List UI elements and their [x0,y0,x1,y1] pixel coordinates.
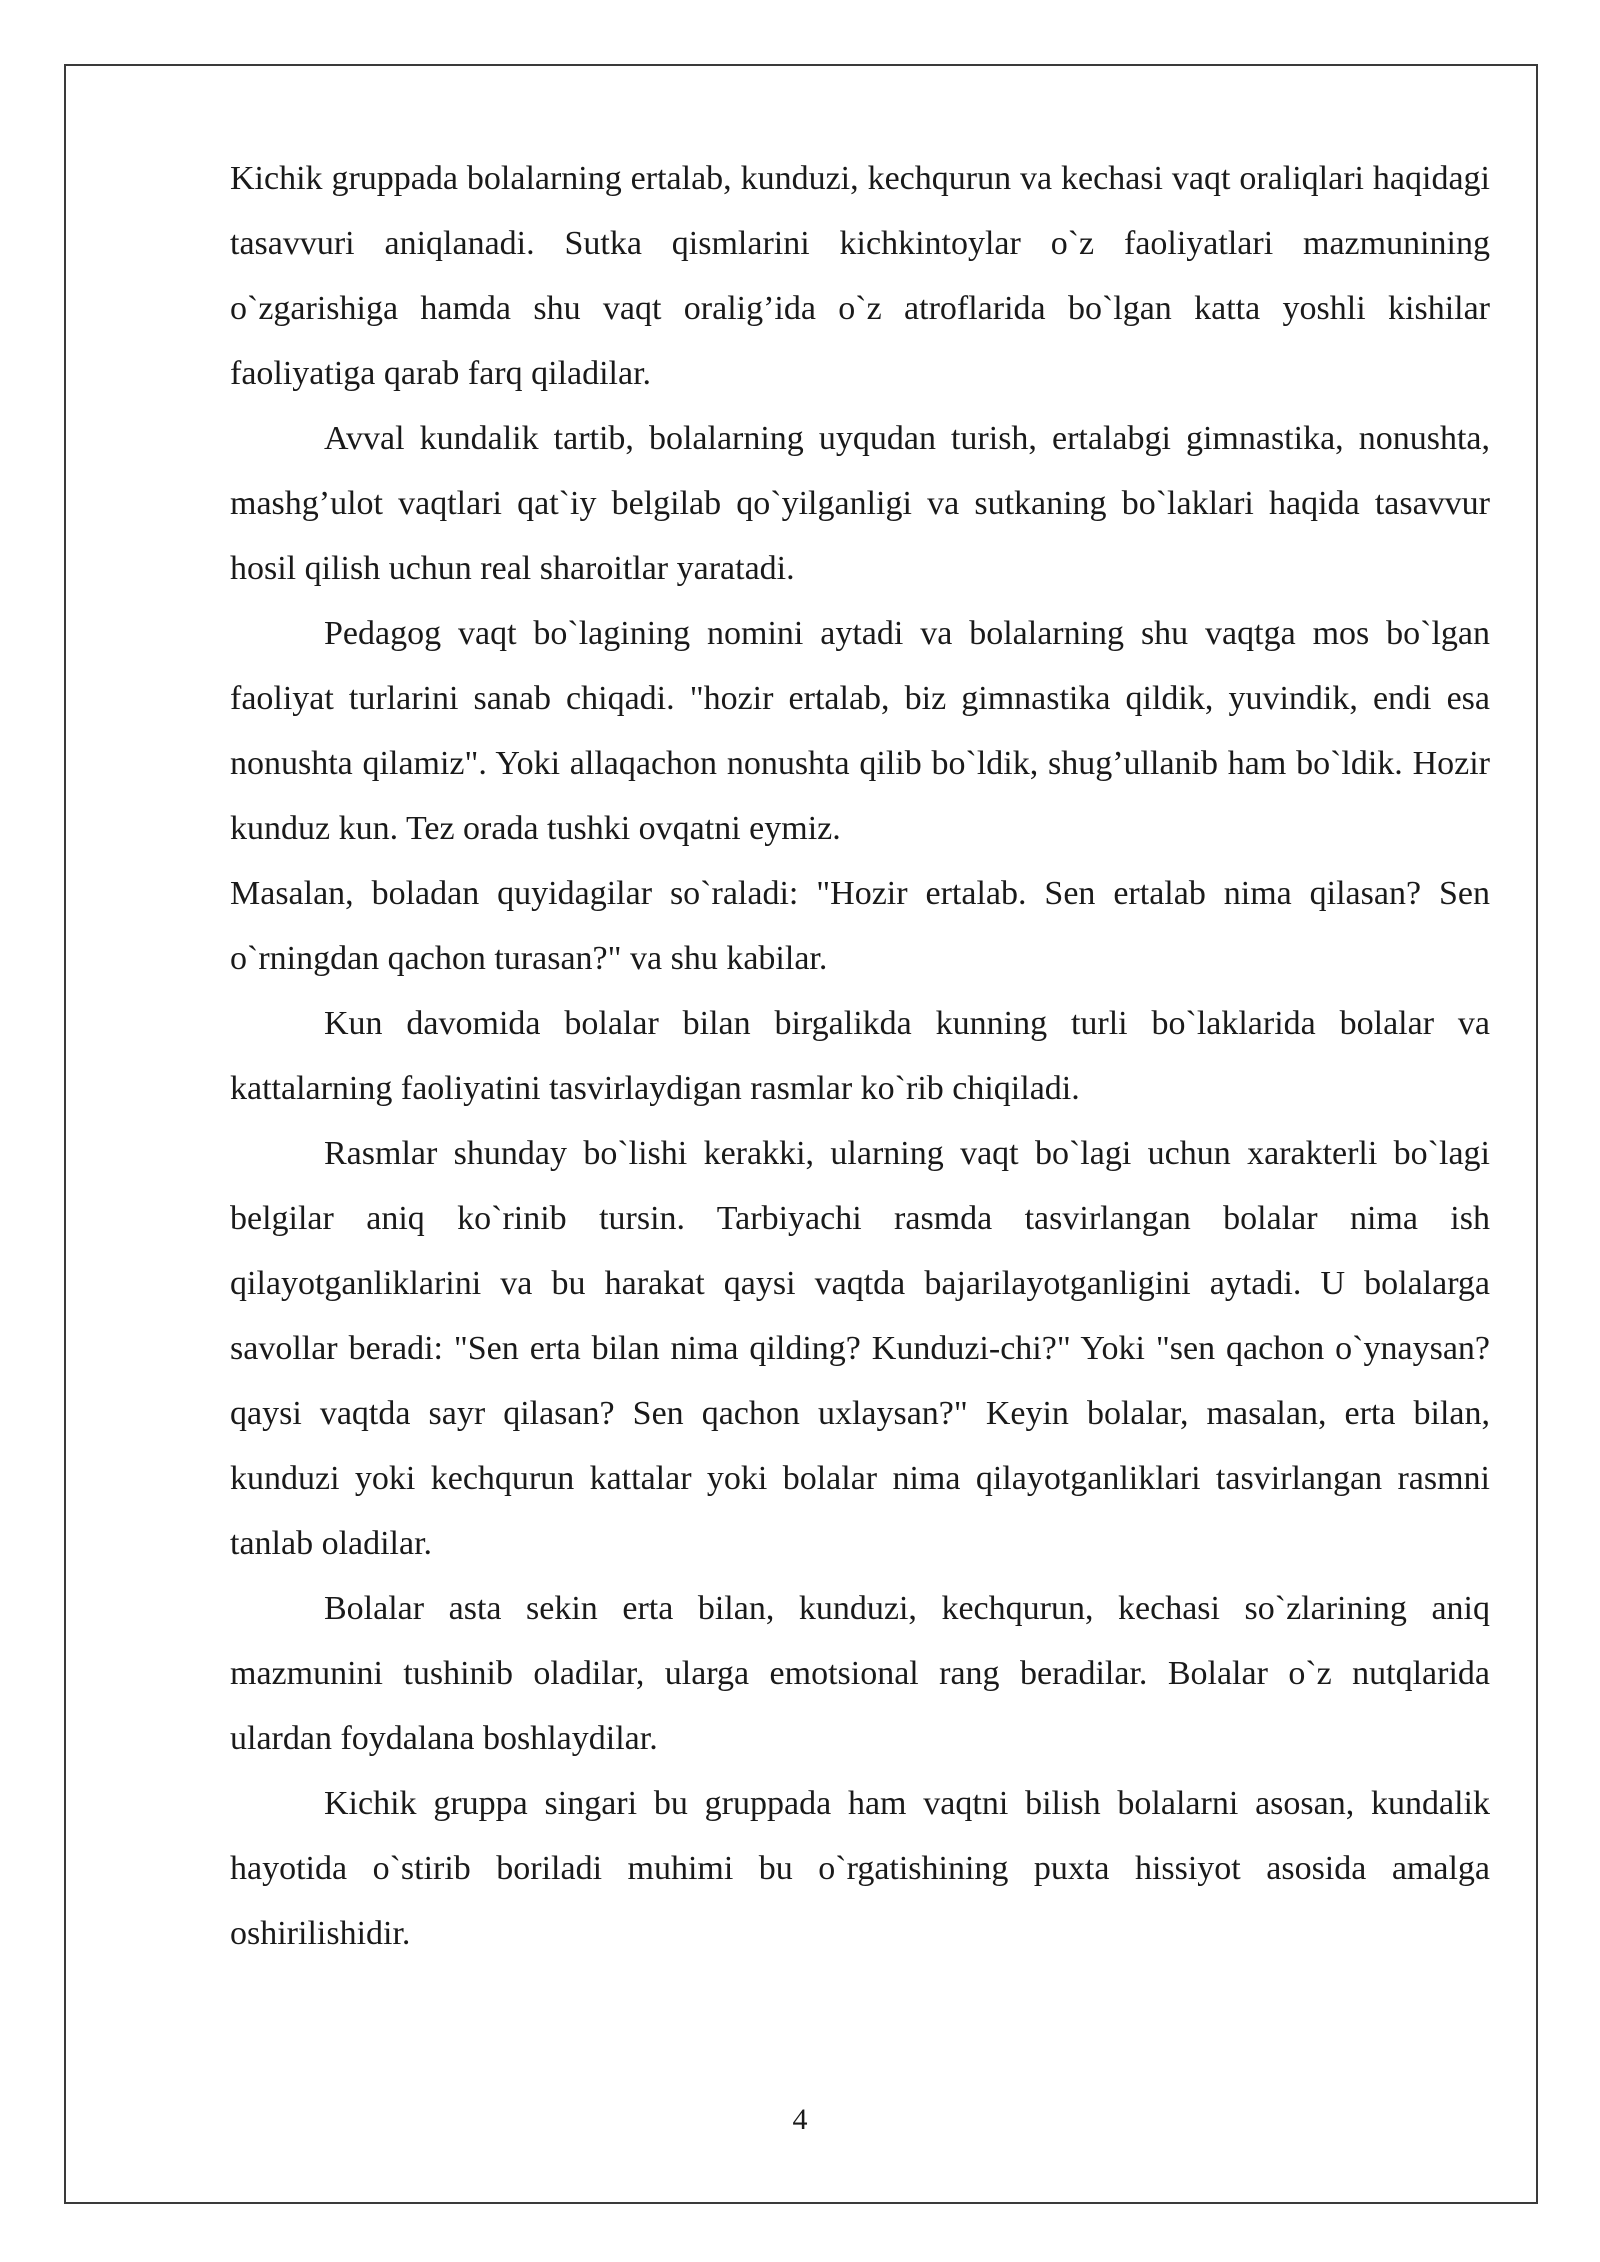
paragraph-4: Masalan, boladan quyidagilar so`raladi: "Hozir ertalab. Sen ertalab nima qilasan? Sen o`rningdan qachon turasan?" va shu kabilar. [230,875,1490,977]
page-number: 4 [792,2103,808,2136]
paragraph-1: Kichik gruppada bolalarning ertalab, kunduzi, kechqurun va kechasi vaqt oraliqlari haqidagi tasavvuri aniqlanadi. Sutka qismlarini kichkintoylar o`z faoliyatlari mazmunining o`zgarishiga hamda shu vaqt oralig’ida o`z atroflarida bo`lgan katta yoshli kishilar faoliyatiga qarab farq qiladilar. [230,160,1490,392]
paragraph-6: Rasmlar shunday bo`lishi kerakki, ularning vaqt bo`lagi uchun xarakterli bo`lagi belgilar aniq ko`rinib tursin. Tarbiyachi rasmda tasvirlangan bolalar nima ish qilayotganliklarini va bu harakat qaysi vaqtda bajarilayotganligini aytadi. U bolalarga savollar beradi: "Sen erta bilan nima qilding? Kunduzi-chi?" Yoki "sen qachon o`ynaysan? qaysi vaqtda sayr qilasan? Sen qachon uxlaysan?" Keyin bolalar, masalan, erta bilan, kunduzi yoki kechqurun kattalar yoki bolalar nima qilayotganliklari tasvirlangan rasmni tanlab oladilar. [230,1135,1490,1562]
paragraph-8: Kichik gruppa singari bu gruppada ham vaqtni bilish bolalarni asosan, kundalik hayotida o`stirib boriladi muhimi bu o`rgatishining puxta hissiyot asosida amalga oshirilishidir. [230,1785,1490,1952]
paragraph-7: Bolalar asta sekin erta bilan, kunduzi, kechqurun, kechasi so`zlarining aniq mazmunini tushinib oladilar, ularga emotsional rang beradilar. Bolalar o`z nutqlarida ulardan foydalana boshlaydilar. [230,1590,1490,1757]
document-body [230,146,1490,1966]
paragraph-5: Kun davomida bolalar bilan birgalikda kunning turli bo`laklarida bolalar va kattalarning faoliyatini tasvirlaydigan rasmlar ko`rib chiqiladi. [230,1005,1490,1107]
paragraph-3: Pedagog vaqt bo`lagining nomini aytadi va bolalarning shu vaqtga mos bo`lgan faoliyat turlarini sanab chiqadi. "hozir ertalab, biz gimnastika qildik, yuvindik, endi esa nonushta qilamiz". Yoki allaqachon nonushta qilib bo`ldik, shug’ullanib ham bo`ldik. Hozir kunduz kun. Tez orada tushki ovqatni eymiz. [230,615,1490,847]
paragraph-2: Avval kundalik tartib, bolalarning uyqudan turish, ertalabgi gimnastika, nonushta, mashg’ulot vaqtlari qat`iy belgilab qo`yilganligi va sutkaning bo`laklari haqida tasavvur hosil qilish uchun real sharoitlar yaratadi. [230,420,1490,587]
